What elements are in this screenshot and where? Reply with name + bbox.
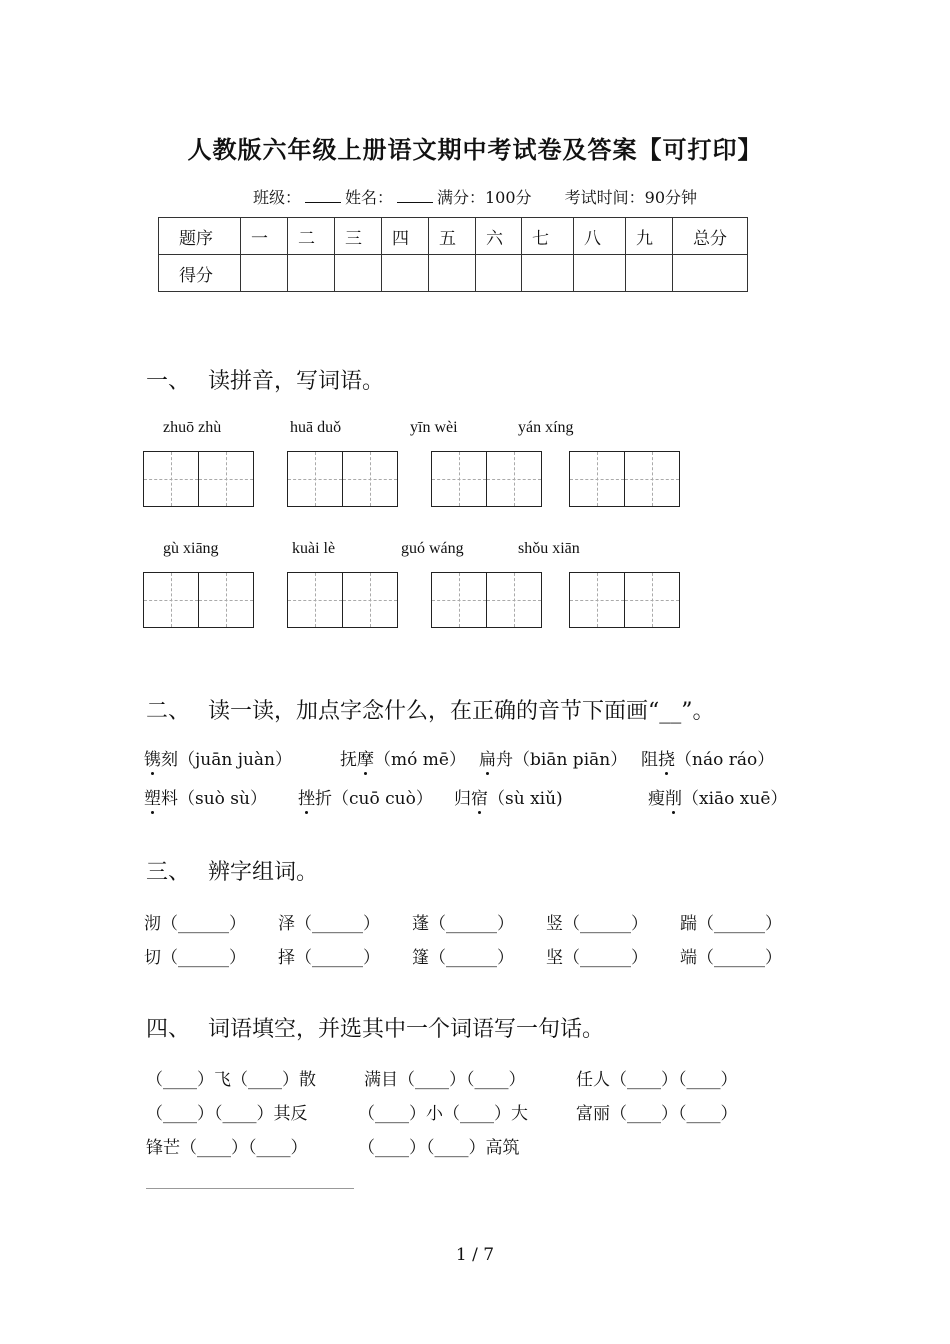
dotted-char: 挠 [658,750,675,770]
writing-grid[interactable] [143,572,254,628]
char: 归 [454,789,471,809]
dotted-char: 镌 [144,750,161,770]
writing-grid[interactable] [569,572,680,628]
pronunciation-item [144,784,267,809]
pronunciation-item [641,745,774,770]
idiom-fill-item[interactable]: （____）（____）高筑 [358,1138,520,1158]
table-cell: 得分 [159,255,241,292]
word-group-item[interactable]: 踹（______） [680,914,782,934]
writing-grid[interactable] [431,572,542,628]
word-group-item[interactable]: 篷（______） [412,948,514,968]
pinyin: gù xiāng [163,540,219,557]
idiom-fill-item[interactable]: 任人（____）（____） [576,1070,738,1090]
section-2-heading [146,694,715,725]
char: 抚 [340,750,357,770]
score-cell[interactable] [335,255,382,292]
pinyin: kuài lè [292,540,336,557]
score-table-header-row [159,218,748,255]
pinyin-options[interactable]: （náo ráo） [675,750,775,770]
section-number: 三、 [146,860,191,885]
table-cell: 七 [522,218,574,255]
section-title: 读拼音，写词语。 [208,369,385,394]
score-cell[interactable] [382,255,429,292]
word-group-item[interactable]: 沏（______） [144,914,246,934]
pinyin-options[interactable]: （xiāo xuē） [682,789,788,809]
dotted-char: 扁 [479,750,496,770]
pinyin-options[interactable]: （juān juàn） [178,750,293,770]
table-cell: 一 [241,218,288,255]
pinyin-options[interactable]: （sù xiǔ) [488,789,563,809]
score-cell[interactable] [673,255,748,292]
table-cell: 三 [335,218,382,255]
idiom-fill-item[interactable]: 满目（____）（____） [364,1070,526,1090]
table-cell: 六 [476,218,522,255]
word-group-item[interactable]: 泽（______） [278,914,380,934]
pinyin: zhuō zhù [163,419,222,436]
writing-grid[interactable] [431,451,542,507]
table-cell: 九 [626,218,673,255]
page-number: 1 / 7 [455,1245,495,1265]
score-cell[interactable] [429,255,476,292]
writing-grid[interactable] [287,572,398,628]
score-cell[interactable] [288,255,335,292]
section-title: 辨字组词。 [208,860,319,885]
pronunciation-item [454,784,563,809]
footnote-divider [146,1188,354,1189]
dotted-char: 宿 [471,789,488,809]
writing-grid[interactable] [287,451,398,507]
char: 折 [315,789,332,809]
section-title: 词语填空，并选其中一个词语写一句话。 [208,1017,605,1042]
idiom-fill-item[interactable]: 锋芒（____）（____） [146,1138,308,1158]
exam-time: 考试时间：90分钟 [564,188,698,207]
char: 刻 [161,750,178,770]
table-cell: 总分 [673,218,748,255]
score-table [158,217,748,292]
pinyin-options[interactable]: （suò sù） [178,789,267,809]
score-cell[interactable] [522,255,574,292]
score-cell[interactable] [476,255,522,292]
pinyin: shǒu xiān [518,540,580,557]
pinyin: yán xíng [518,419,574,436]
score-cell[interactable] [574,255,626,292]
section-3-heading [146,855,318,886]
char: 阻 [641,750,658,770]
table-cell: 二 [288,218,335,255]
idiom-fill-item[interactable]: 富丽（____）（____） [576,1104,738,1124]
pronunciation-item [144,745,292,770]
section-number: 一、 [146,369,191,394]
dotted-char: 挫 [298,789,315,809]
pinyin: guó wáng [401,540,464,557]
pinyin-options[interactable]: （biān piān） [513,750,628,770]
full-score: 满分：100分 [437,188,532,207]
pronunciation-item [648,784,787,809]
char: 舟 [496,750,513,770]
idiom-fill-item[interactable]: （____）小（____）大 [358,1104,528,1124]
section-number: 四、 [146,1017,191,1042]
char: 瘦 [648,789,665,809]
pinyin-options[interactable]: （mó mē） [374,750,466,770]
section-title: 读一读，加点字念什么，在正确的音节下面画“__”。 [208,699,715,724]
section-1-heading [146,364,384,395]
dotted-char: 塑 [144,789,161,809]
idiom-fill-item[interactable]: （____）（____）其反 [146,1104,308,1124]
word-group-item[interactable]: 择（______） [278,948,380,968]
pinyin: yīn wèi [410,419,458,436]
dotted-char: 摩 [357,750,374,770]
section-4-heading [146,1012,604,1043]
word-group-item[interactable]: 坚（______） [546,948,648,968]
writing-grid[interactable] [569,451,680,507]
name-blank[interactable] [397,188,433,203]
name-label: 姓名： [344,188,393,207]
pinyin: huā duǒ [290,419,342,436]
word-group-item[interactable]: 竖（______） [546,914,648,934]
pronunciation-item [298,784,433,809]
score-table-score-row [159,255,748,292]
idiom-fill-item[interactable]: （____）飞（____）散 [146,1070,316,1090]
table-cell: 八 [574,218,626,255]
word-group-item[interactable]: 蓬（______） [412,914,514,934]
writing-grid[interactable] [143,451,254,507]
page-title: 人教版六年级上册语文期中考试卷及答案【可打印】 [187,135,763,164]
word-group-item[interactable]: 端（______） [680,948,782,968]
score-cell[interactable] [626,255,673,292]
score-cell[interactable] [241,255,288,292]
table-cell: 五 [429,218,476,255]
pronunciation-item [340,745,466,770]
class-label: 班级： [252,188,301,207]
char: 料 [161,789,178,809]
word-group-item[interactable]: 切（______） [144,948,246,968]
table-cell: 四 [382,218,429,255]
class-blank[interactable] [305,188,341,203]
pronunciation-item [479,745,627,770]
dotted-char: 削 [665,789,682,809]
table-cell: 题序 [159,218,241,255]
section-number: 二、 [146,699,191,724]
pinyin-options[interactable]: （cuō cuò） [332,789,433,809]
exam-info [0,185,950,208]
